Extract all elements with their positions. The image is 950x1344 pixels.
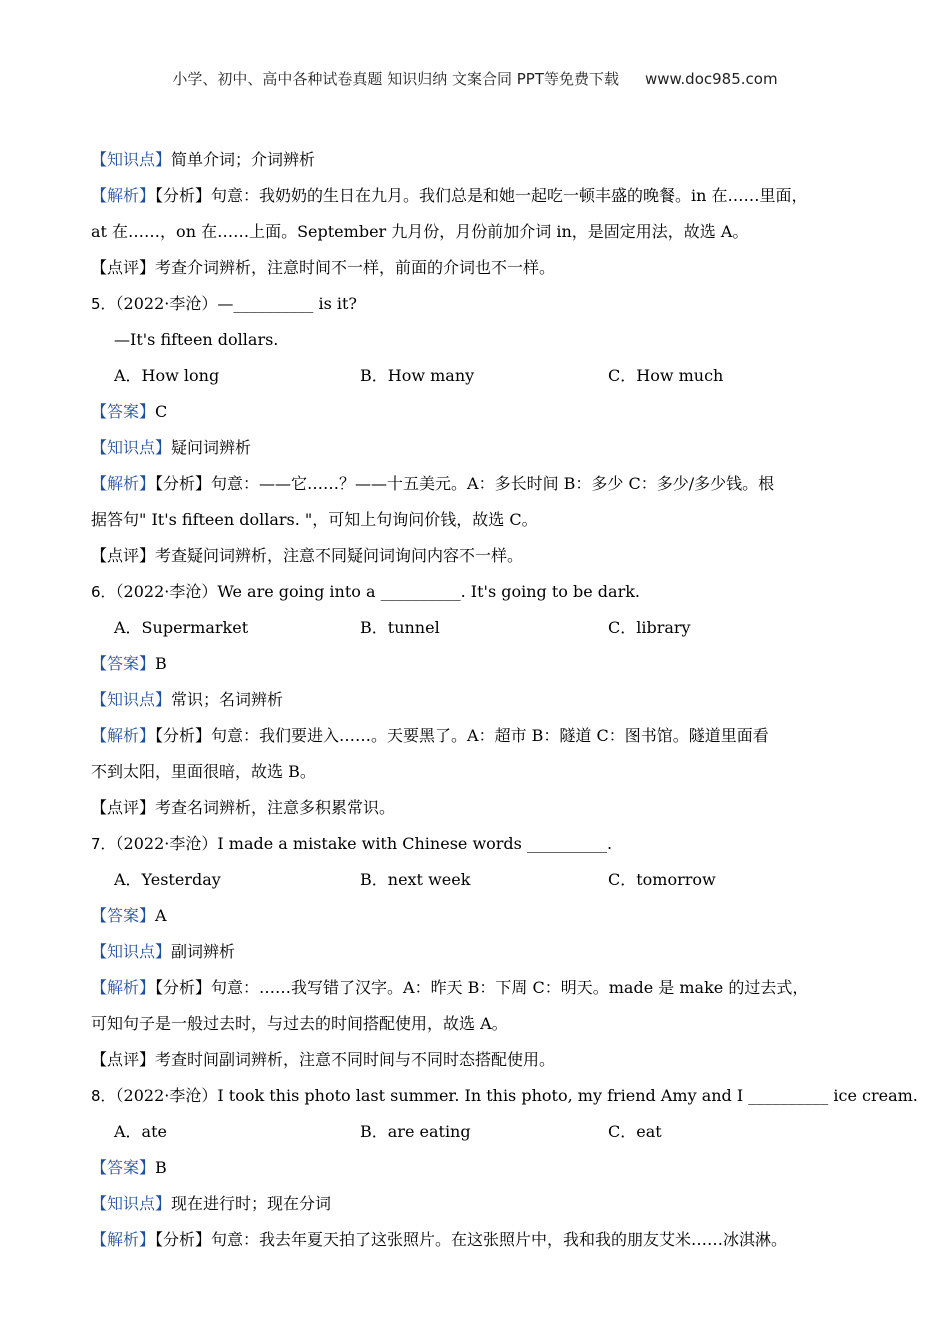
option-a: A．Yesterday xyxy=(114,870,221,889)
prev-knowledge: 【知识点】简单介词；介词辨析 xyxy=(91,150,316,169)
option-c: C．library xyxy=(608,618,691,637)
question-8-analysis-line1: 【解析】【分析】句意：我去年夏天拍了这张照片。在这张照片中，我和我的朋友艾米……冰淇淋。 xyxy=(91,1230,788,1249)
question-7-options xyxy=(91,862,871,898)
option-c: C．tomorrow xyxy=(608,870,716,889)
option-b: B．How many xyxy=(360,366,475,385)
question-5-analysis-line1: 【解析】【分析】句意：——它……？——十五美元。A：多长时间 B：多少 C：多少/多少钱。根 xyxy=(91,474,775,493)
question-5-knowledge: 【知识点】疑问词辨析 xyxy=(91,438,252,457)
question-7-knowledge: 【知识点】副词辨析 xyxy=(91,942,236,961)
option-b: B．tunnel xyxy=(360,618,440,637)
analysis-label: 【解析】 xyxy=(91,186,156,205)
question-7-analysis-line1: 【解析】【分析】句意：……我写错了汉字。A：昨天 B：下周 C：明天。made 是 make 的过去式， xyxy=(91,978,809,997)
document-body xyxy=(91,142,918,1258)
question-5-comment: 【点评】考查疑问词辨析，注意不同疑问词询问内容不一样。 xyxy=(91,546,524,565)
option-b: B．next week xyxy=(360,870,471,889)
question-7-answer: 【答案】A xyxy=(91,906,167,925)
question-6-analysis-line2: 不到太阳，里面很暗，故选 B。 xyxy=(91,762,316,781)
prev-analysis-line2: at 在……，on 在……上面。September 九月份，月份前加介词 in，是固定用法，故选 A。 xyxy=(91,222,749,241)
option-a: A．ate xyxy=(114,1122,167,1141)
question-5-reply: —It's fifteen dollars. xyxy=(114,330,279,349)
question-5: 5．（2022·李沧）—__________ is it? xyxy=(91,294,357,313)
option-b: B．are eating xyxy=(360,1122,471,1141)
prev-comment: 【点评】考查介词辨析，注意时间不一样，前面的介词也不一样。 xyxy=(91,258,556,277)
question-8-answer: 【答案】B xyxy=(91,1158,167,1177)
analysis-sub-label: 【分析】 xyxy=(155,186,212,205)
question-6-options xyxy=(91,610,871,646)
question-6: 6．（2022·李沧）We are going into a __________. It's going to be dark. xyxy=(91,582,641,601)
option-c: C．eat xyxy=(608,1122,662,1141)
header-text: 小学、初中、高中各种试卷真题 知识归纳 文案合同 PPT等免费下载 xyxy=(172,70,619,88)
option-a: A．Supermarket xyxy=(114,618,249,637)
question-8-knowledge: 【知识点】现在进行时；现在分词 xyxy=(91,1194,332,1213)
question-6-analysis-line1: 【解析】【分析】句意：我们要进入……。天要黑了。A：超市 B：隧道 C：图书馆。隧道里面看 xyxy=(91,726,769,745)
prev-analysis-line1: 【解析】【分析】句意：我奶奶的生日在九月。我们总是和她一起吃一顿丰盛的晚餐。in 在……里面， xyxy=(91,186,808,205)
question-5-answer: 【答案】C xyxy=(91,402,168,421)
question-5-analysis-line2: 据答句" It's fifteen dollars. "，可知上句询问价钱，故选 C。 xyxy=(91,510,538,529)
question-7-comment: 【点评】考查时间副词辨析，注意不同时间与不同时态搭配使用。 xyxy=(91,1050,556,1069)
header-site-link[interactable]: www.doc985.com xyxy=(644,70,778,88)
option-c: C．How much xyxy=(608,366,724,385)
question-7-analysis-line2: 可知句子是一般过去时，与过去的时间搭配使用，故选 A。 xyxy=(91,1014,508,1033)
comment-label: 【点评】 xyxy=(91,258,156,277)
question-7: 7．（2022·李沧）I made a mistake with Chinese words __________. xyxy=(91,834,613,853)
question-5-options xyxy=(91,358,871,394)
question-6-answer: 【答案】B xyxy=(91,654,167,673)
question-6-knowledge: 【知识点】常识；名词辨析 xyxy=(91,690,284,709)
option-a: A．How long xyxy=(114,366,220,385)
knowledge-label: 【知识点】 xyxy=(91,150,172,169)
question-8: 8．（2022·李沧）I took this photo last summer. In this photo, my friend Amy and I __________ ice cream. xyxy=(91,1086,918,1105)
page-header xyxy=(0,68,950,89)
question-8-options xyxy=(91,1114,871,1150)
question-6-comment: 【点评】考查名词辨析，注意多积累常识。 xyxy=(91,798,396,817)
